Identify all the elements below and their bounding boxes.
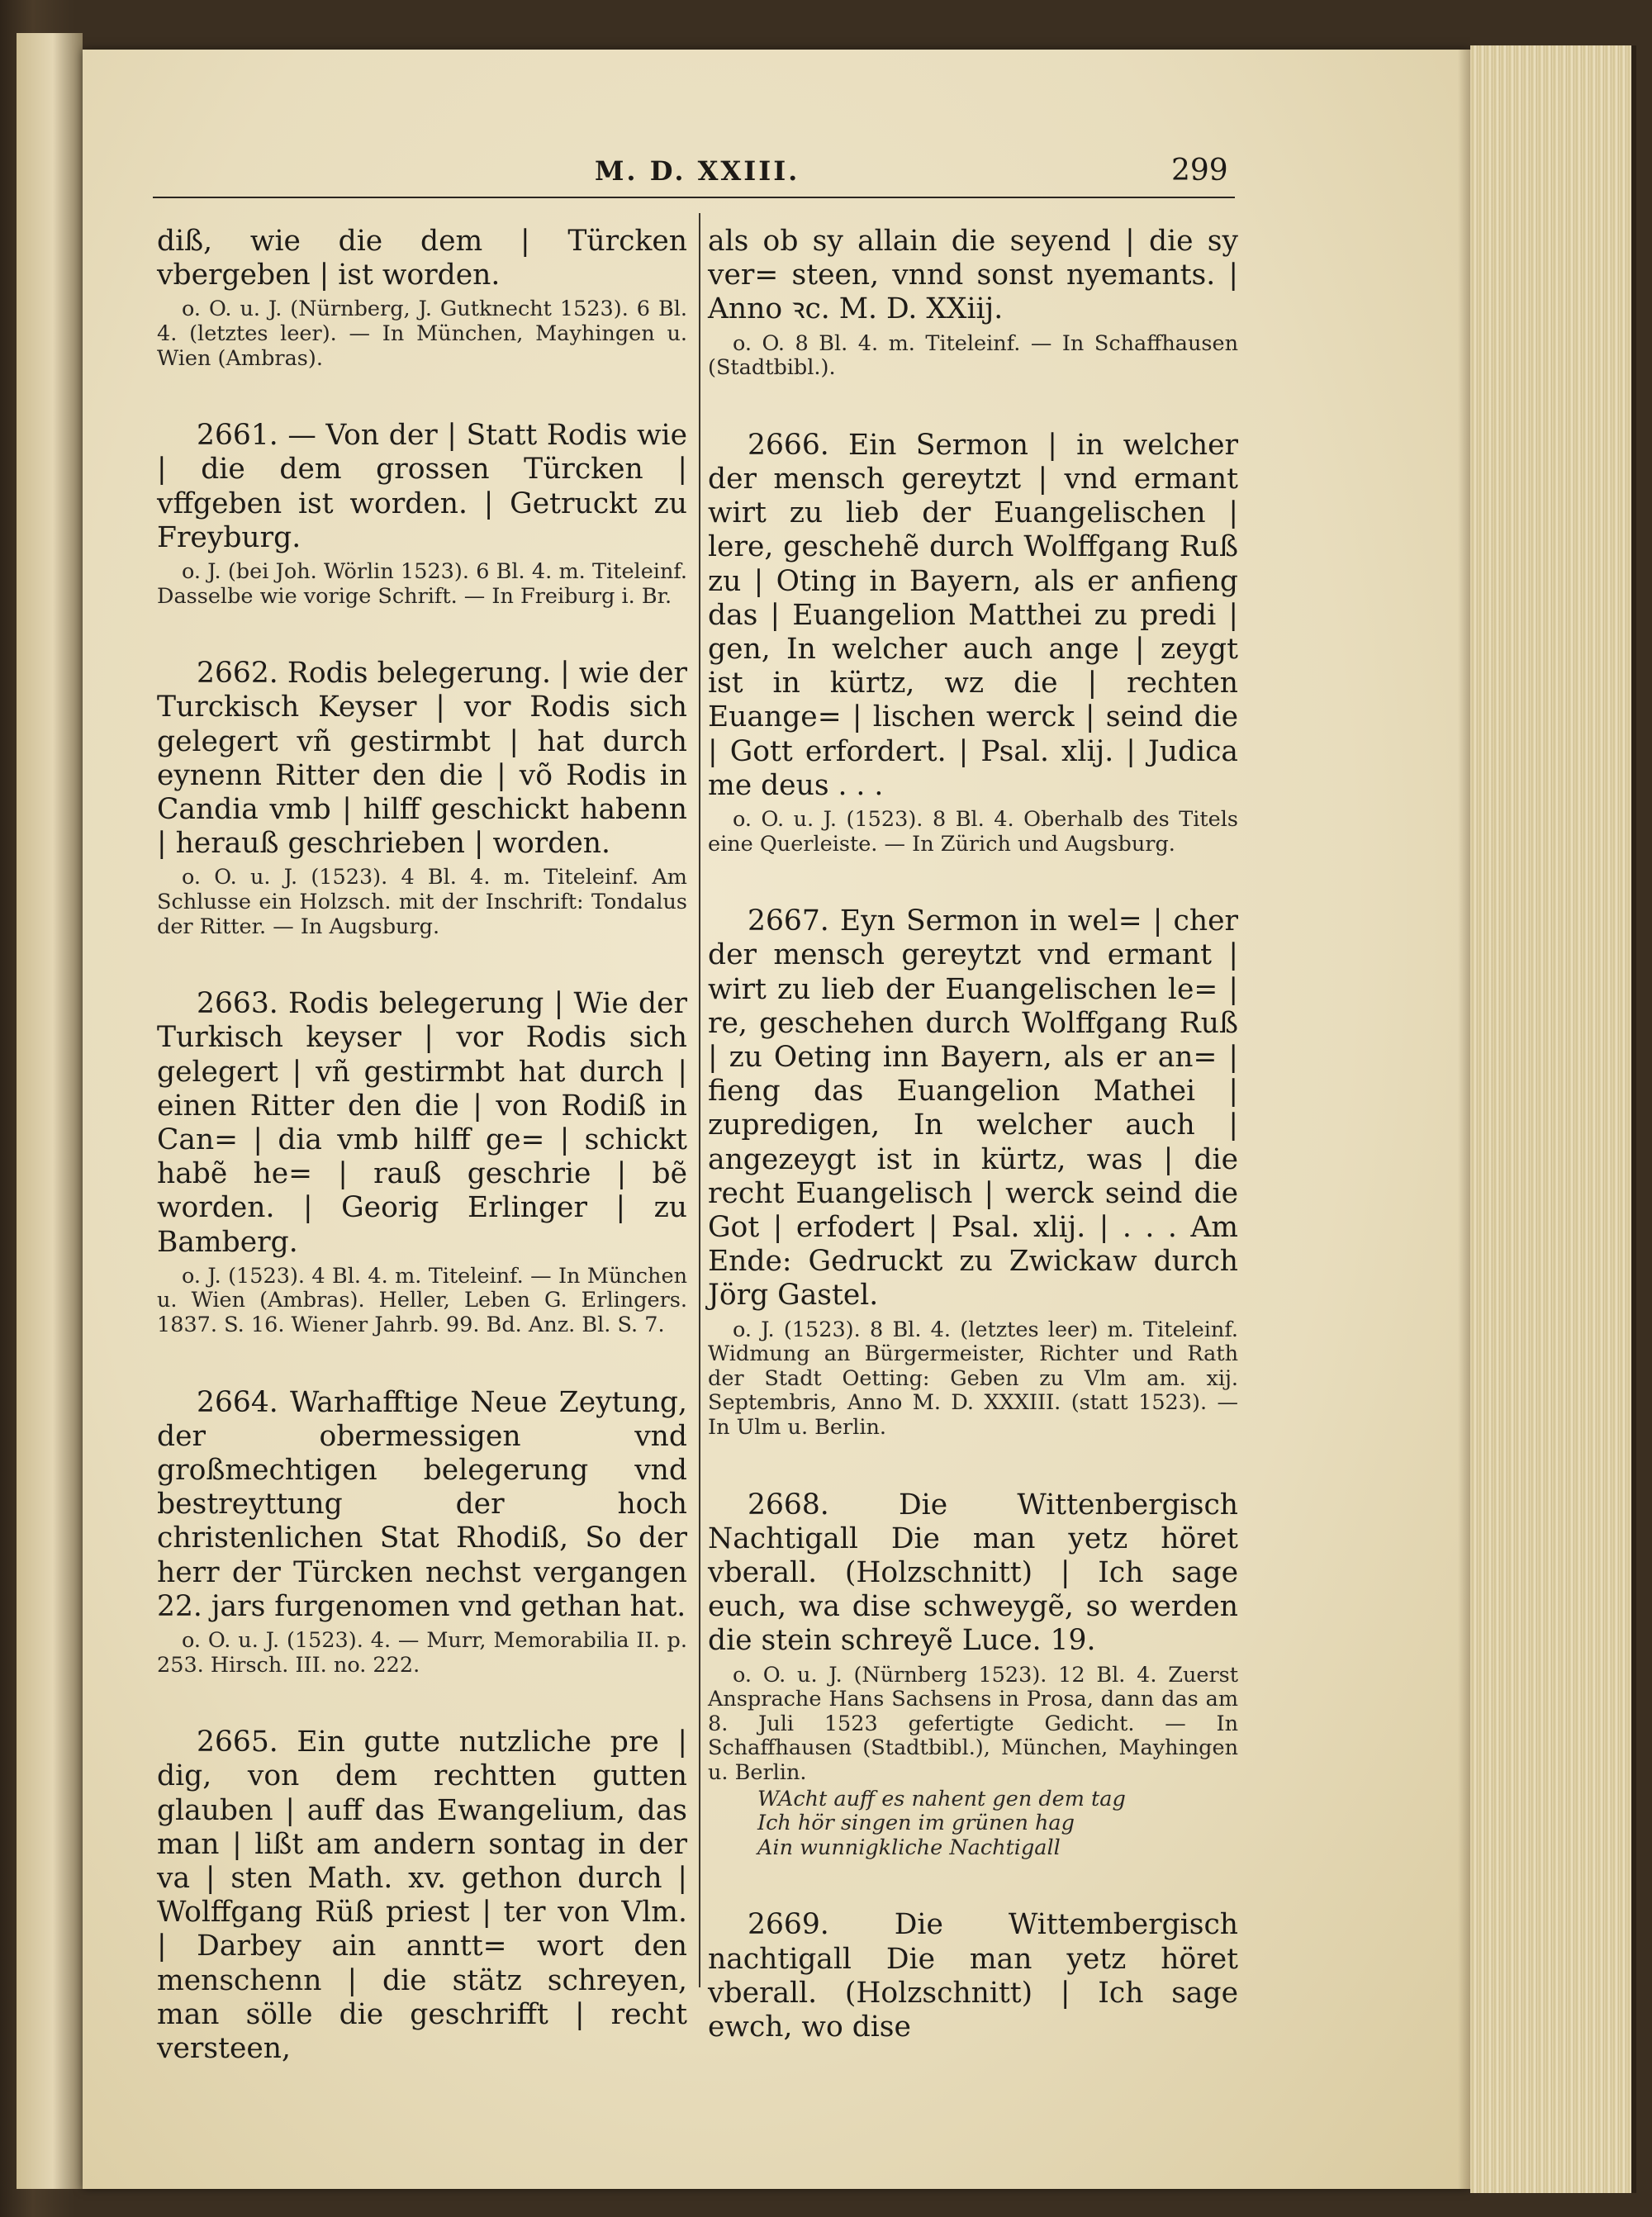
page-block-edge bbox=[1470, 45, 1636, 2193]
entry-text: 2669. Die Wittembergisch nachtigall Die man yetz höret vberall. (Holzschnitt) | Ich sage ewch, wo dise bbox=[708, 1908, 1238, 2044]
right-column bbox=[708, 225, 1238, 2092]
entry-text: 2662. Rodis belegerung. | wie der Turckisch Keyser | vor Rodis sich gelegert vñ gestirmbt | hat durch eynenn Ritter den die | võ Rodis in Candia vmb | hilff geschickt habenn | herauß geschrieben | worden. bbox=[157, 657, 687, 861]
poem-line: Ain wunnigkliche Nachtigall bbox=[757, 1835, 1061, 1860]
previous-page-edge bbox=[17, 33, 83, 2189]
running-head: M. D. XXIII. bbox=[595, 155, 800, 187]
entry-text: 2668. Die Wittenbergisch Nachtigall Die man yetz höret vberall. (Holzschnitt) | Ich sage euch, wa dise schweygẽ, so werden die stein schreyẽ Luce. 19. bbox=[708, 1488, 1238, 1658]
column-divider bbox=[699, 213, 700, 1987]
poem-line: WAcht auff es nahent gen dem tag bbox=[757, 1786, 1126, 1811]
bibliography-entry bbox=[708, 904, 1238, 1440]
entry-note: o. O. u. J. (1523). 4. — Murr, Memorabilia II. p. 253. Hirsch. III. no. 222. bbox=[157, 1628, 687, 1678]
entry-text: 2665. Ein gutte nutzliche pre | dig, von dem rechtten gutten glauben | auff das Ewangelium, das man | lißt am andern sontag in der va | sten Math. xv. gethon durch | Wolffgang Rüß priest | ter von Vlm. | Darbey ain anntt= wort den menschenn | die stätz schreyen, man sölle die geschrifft | recht versteen, bbox=[157, 1726, 687, 2066]
poem-quote bbox=[757, 1787, 1238, 1861]
entry-note: o. J. (1523). 4 Bl. 4. m. Titeleinf. — In München u. Wien (Ambras). Heller, Leben G. Erlingers. 1837. S. 16. Wiener Jahrb. 99. Bd. Anz. Bl. S. 7. bbox=[157, 1263, 687, 1337]
bibliography-entry bbox=[708, 225, 1238, 381]
entry-note: o. O. u. J. (Nürnberg, J. Gutknecht 1523). 6 Bl. 4. (letztes leer). — In München, Mayhingen u. Wien (Ambras). bbox=[157, 297, 687, 371]
bibliography-entry bbox=[157, 657, 687, 939]
entry-text: 2667. Eyn Sermon in wel= | cher der mensch gereytzt vnd ermant | wirt zu lieb der Euangelischen le= | re, geschehen durch Wolffgang Ruß | zu Oeting inn Bayern, als er an= | fieng das Euangelion Mathei | zupredigen, In welcher auch | angezeygt ist in kürtz, was | die recht Euangelisch | werck seind die Got | erfodert | Psal. xlij. | . . . Am Ende: Gedruckt zu Zwickaw durch Jörg Gastel. bbox=[708, 904, 1238, 1313]
entry-text: diß, wie die dem | Türcken vbergeben | ist worden. bbox=[157, 225, 687, 292]
bibliography-entry bbox=[157, 987, 687, 1337]
header-rule bbox=[153, 197, 1235, 198]
bibliography-entry bbox=[157, 1726, 687, 2066]
bibliography-entry bbox=[157, 419, 687, 609]
entry-note: o. O. u. J. (Nürnberg 1523). 12 Bl. 4. Zuerst Ansprache Hans Sachsens in Prosa, dann das am 8. Juli 1523 gefertigte Gedicht. — In Schaffhausen (Stadtbibl.), München, Mayhingen u. Berlin. bbox=[708, 1662, 1238, 1786]
bibliography-entry bbox=[157, 225, 687, 371]
entry-note: o. O. 8 Bl. 4. m. Titeleinf. — In Schaffhausen (Stadtbibl.). bbox=[708, 330, 1238, 381]
poem-line: Ich hör singen im grünen hag bbox=[757, 1811, 1075, 1836]
bibliography-entry bbox=[708, 429, 1238, 857]
entry-note: o. J. (bei Joh. Wörlin 1523). 6 Bl. 4. m. Titeleinf. Dasselbe wie vorige Schrift. — In Freiburg i. Br. bbox=[157, 559, 687, 609]
entry-text: 2666. Ein Sermon | in welcher der mensch gereytzt | vnd ermant wirt zu lieb der Euangelischen | lere, geschehẽ durch Wolffgang Ruß zu | Oting in Bayern, als er anfieng das | Euangelion Matthei zu predi | gen, In welcher auch ange | zeygt ist in kürtz, wz die | rechten Euange= | lischen werck | seind die | Gott erfordert. | Psal. xlij. | Judica me deus . . . bbox=[708, 428, 1238, 802]
entry-note: o. O. u. J. (1523). 4 Bl. 4. m. Titeleinf. Am Schlusse ein Holzsch. mit der Inschrift: Tondalus der Ritter. — In Augsburg. bbox=[157, 865, 687, 939]
entry-note: o. J. (1523). 8 Bl. 4. (letztes leer) m. Titeleinf. Widmung an Bürgermeister, Richter und Rath der Stadt Oetting: Geben zu Vlm am. xij. Septembris, Anno M. D. XXXIII. (statt 1523). — In Ulm u. Berlin. bbox=[708, 1317, 1238, 1441]
entry-text: 2663. Rodis belegerung | Wie der Turkisch keyser | vor Rodis sich gelegert | vñ gestirmbt hat durch | einen Ritter den die | von Rodiß in Can= | dia vmb hilff ge= | schickt habẽ he= | rauß geschrie | bẽ worden. | Georig Erlinger | zu Bamberg. bbox=[157, 987, 687, 1259]
entry-text: als ob sy allain die seyend | die sy ver= steen, vnnd sonst nyemants. | Anno ꝛc. M. D. XXiij. bbox=[708, 225, 1238, 326]
bibliography-entry bbox=[157, 1386, 687, 1678]
bibliography-entry bbox=[708, 1908, 1238, 2044]
bibliography-entry bbox=[708, 1488, 1238, 1861]
entry-note: o. O. u. J. (1523). 8 Bl. 4. Oberhalb des Titels eine Querleiste. — In Zürich und Augsburg. bbox=[708, 807, 1238, 857]
entry-text: 2661. — Von der | Statt Rodis wie | die dem grossen Türcken | vffgeben ist worden. | Getruckt zu Freyburg. bbox=[157, 419, 687, 554]
entry-text: 2664. Warhafftige Neue Zeytung, der obermessigen vnd großmechtigen belegerung vnd bestreyttung der hoch christenlichen Stat Rhodiß, So der herr der Türcken nechst vergangen 22. jars furgenomen vnd gethan hat. bbox=[157, 1385, 687, 1623]
left-column bbox=[157, 225, 687, 2114]
page-number: 299 bbox=[1171, 154, 1228, 188]
